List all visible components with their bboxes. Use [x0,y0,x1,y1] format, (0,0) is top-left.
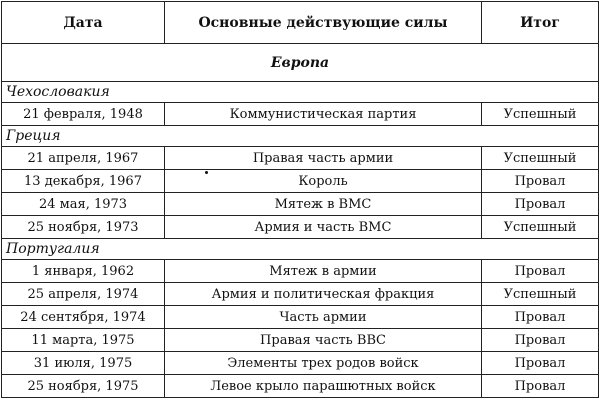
cell-forces: Часть армии [165,306,482,329]
cell-result: Провал [482,329,599,352]
table-row [2,170,599,193]
table-row [2,216,599,239]
cell-result: Провал [482,170,599,193]
table-row [2,283,599,306]
cell-forces: Элементы трех родов войск [165,352,482,375]
country-label: Греция [2,126,599,147]
cell-forces: Мятеж в армии [165,260,482,283]
cell-forces: Мятеж в ВМС [165,193,482,216]
country-row [2,126,599,147]
cell-result: Успешный [482,216,599,239]
cell-date: 25 апреля, 1974 [2,283,165,306]
cell-forces: Правая часть армии [165,147,482,170]
table-row [2,193,599,216]
cell-forces: Правая часть ВВС [165,329,482,352]
table-row [2,103,599,126]
table-row [2,352,599,375]
country-label: Португалия [2,239,599,260]
header-forces: Основные действующие силы [165,2,482,44]
cell-result: Провал [482,352,599,375]
table-row [2,329,599,352]
cell-date: 31 июля, 1975 [2,352,165,375]
cell-forces: Армия и часть ВМС [165,216,482,239]
cell-date: 25 ноября, 1975 [2,375,165,398]
table-row [2,147,599,170]
header-date: Дата [2,2,165,44]
cell-result: Успешный [482,103,599,126]
cell-result: Провал [482,306,599,329]
cell-date: 1 января, 1962 [2,260,165,283]
stray-dot [205,171,208,174]
cell-result: Провал [482,260,599,283]
cell-forces: Армия и политическая фракция [165,283,482,306]
table-row [2,375,599,398]
cell-date: 25 ноября, 1973 [2,216,165,239]
table-row [2,306,599,329]
cell-date: 21 апреля, 1967 [2,147,165,170]
cell-forces: Король [165,170,482,193]
country-label: Чехословакия [2,82,599,103]
country-row [2,239,599,260]
header-result: Итог [482,2,599,44]
coups-table-container [1,1,598,398]
cell-result: Провал [482,375,599,398]
cell-date: 21 февраля, 1948 [2,103,165,126]
cell-result: Успешный [482,283,599,306]
cell-date: 13 декабря, 1967 [2,170,165,193]
cell-result: Провал [482,193,599,216]
region-label: Европа [2,44,599,82]
cell-date: 24 сентября, 1974 [2,306,165,329]
table-row [2,260,599,283]
region-row [2,44,599,82]
coups-table [1,1,599,398]
cell-forces: Левое крыло парашютных войск [165,375,482,398]
cell-date: 24 мая, 1973 [2,193,165,216]
cell-date: 11 марта, 1975 [2,329,165,352]
header-row [2,2,599,44]
cell-forces: Коммунистическая партия [165,103,482,126]
cell-result: Успешный [482,147,599,170]
country-row [2,82,599,103]
